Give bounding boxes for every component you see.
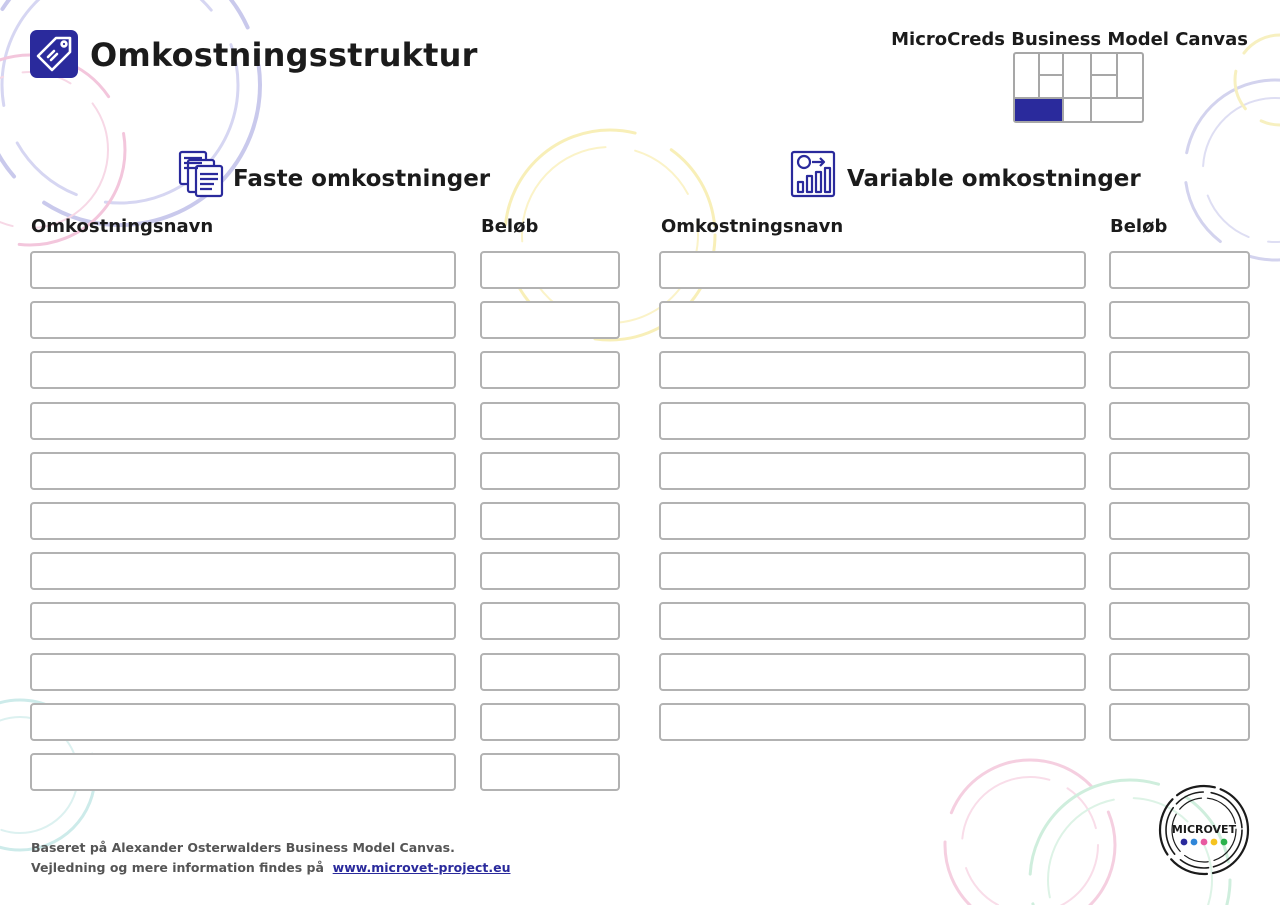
fixed-cost-name-field[interactable] <box>30 452 456 490</box>
logo-dot <box>1221 839 1228 846</box>
variable-cost-amount-field[interactable] <box>1109 653 1250 691</box>
logo-dot <box>1181 839 1188 846</box>
fixed-cost-name-field[interactable] <box>30 753 456 791</box>
variable-cost-amount-field[interactable] <box>1109 452 1250 490</box>
variable-cost-name-field[interactable] <box>659 552 1086 590</box>
variable-cost-amount-field[interactable] <box>1109 402 1250 440</box>
variable-cost-amount-field[interactable] <box>1109 351 1250 389</box>
variable-cost-amount-field[interactable] <box>1109 301 1250 339</box>
fixed-cost-amount-field[interactable] <box>480 452 620 490</box>
cost-structure-highlight <box>1015 99 1062 121</box>
variable-cost-name-field[interactable] <box>659 452 1086 490</box>
variable-cost-name-field[interactable] <box>659 402 1086 440</box>
variable-cost-name-field[interactable] <box>659 251 1086 289</box>
fixed-cost-name-field[interactable] <box>30 602 456 640</box>
fixed-cost-amount-field[interactable] <box>480 502 620 540</box>
canvas-label: MicroCreds Business Model Canvas <box>891 29 1248 50</box>
fixed-cost-amount-field[interactable] <box>480 703 620 741</box>
variable-cost-name-field[interactable] <box>659 351 1086 389</box>
logo-dot <box>1191 839 1198 846</box>
logo-dot <box>1211 839 1218 846</box>
fixed-cost-amount-field[interactable] <box>480 552 620 590</box>
fixed-cost-amount-field[interactable] <box>480 351 620 389</box>
fixed-cost-name-field[interactable] <box>30 552 456 590</box>
variable-amount-header: Beløb <box>1110 216 1168 237</box>
fixed-cost-amount-field[interactable] <box>480 251 620 289</box>
footer-credit: Baseret på Alexander Osterwalders Business Model Canvas. <box>31 840 455 855</box>
fixed-cost-name-field[interactable] <box>30 351 456 389</box>
variable-cost-name-field[interactable] <box>659 502 1086 540</box>
variable-cost-amount-field[interactable] <box>1109 251 1250 289</box>
footer-link[interactable]: www.microvet-project.eu <box>332 860 511 875</box>
variable-cost-amount-field[interactable] <box>1109 703 1250 741</box>
fixed-cost-name-field[interactable] <box>30 301 456 339</box>
fixed-cost-name-field[interactable] <box>30 703 456 741</box>
fixed-cost-amount-field[interactable] <box>480 402 620 440</box>
microvet-logo <box>1157 783 1251 877</box>
fixed-cost-name-field[interactable] <box>30 502 456 540</box>
footer-info-text: Vejledning og mere information findes på <box>31 860 324 875</box>
fixed-cost-amount-field[interactable] <box>480 753 620 791</box>
variable-cost-name-field[interactable] <box>659 301 1086 339</box>
documents-stack-icon <box>178 150 224 198</box>
fixed-cost-name-field[interactable] <box>30 402 456 440</box>
variable-costs-title: Variable omkostninger <box>847 166 1141 192</box>
price-tag-icon <box>30 30 78 78</box>
fixed-costs-title: Faste omkostninger <box>233 166 491 192</box>
variable-cost-name-field[interactable] <box>659 653 1086 691</box>
logo-dot <box>1201 839 1208 846</box>
variable-cost-name-field[interactable] <box>659 703 1086 741</box>
business-model-canvas-grid-icon <box>1013 52 1144 123</box>
fixed-cost-amount-field[interactable] <box>480 602 620 640</box>
fixed-amount-header: Beløb <box>481 216 539 237</box>
variable-cost-amount-field[interactable] <box>1109 502 1250 540</box>
variable-cost-amount-field[interactable] <box>1109 602 1250 640</box>
variable-cost-name-field[interactable] <box>659 602 1086 640</box>
fixed-name-header: Omkostningsnavn <box>31 216 214 237</box>
footer-info <box>31 860 510 875</box>
fixed-cost-name-field[interactable] <box>30 653 456 691</box>
logo-text: MICROVET <box>1171 823 1237 836</box>
page-title: Omkostningsstruktur <box>90 36 478 74</box>
fixed-cost-amount-field[interactable] <box>480 653 620 691</box>
variable-cost-amount-field[interactable] <box>1109 552 1250 590</box>
fixed-cost-amount-field[interactable] <box>480 301 620 339</box>
bar-chart-coin-icon <box>790 150 836 198</box>
fixed-cost-name-field[interactable] <box>30 251 456 289</box>
variable-name-header: Omkostningsnavn <box>661 216 844 237</box>
